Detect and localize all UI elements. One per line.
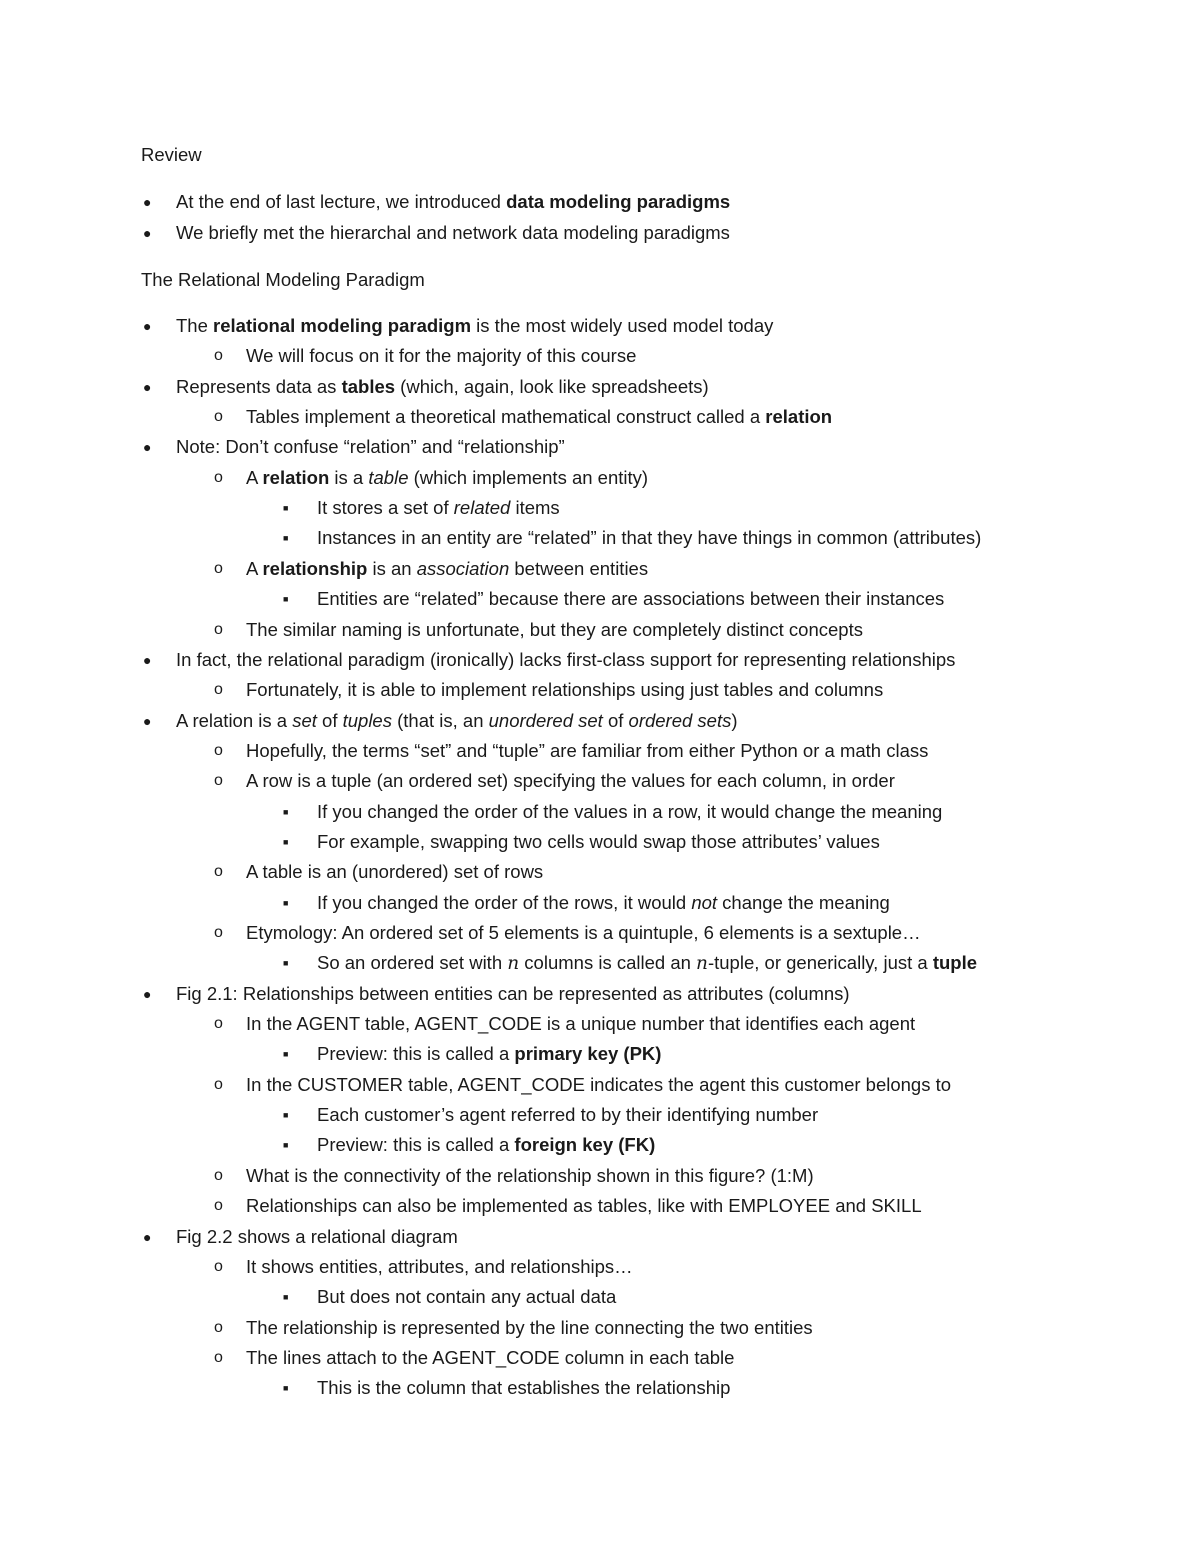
text-segment: (that is, an [391, 709, 489, 731]
text-segment: Etymology: An ordered set of 5 elements is a quintuple, 6 elements is a sextuple… [246, 922, 921, 943]
italic-term: unordered set [488, 709, 603, 731]
text-segment: Each customer’s agent referred to by their identifying number [317, 1104, 819, 1126]
text-segment: In the CUSTOMER table, AGENT_CODE indicates the agent this customer belongs to [246, 1073, 952, 1095]
bullet-marker-icon: o [214, 1348, 223, 1366]
text-segment: It shows entities, attributes, and relationships… [246, 1255, 633, 1277]
bullet-marker-icon: o [214, 863, 223, 881]
bullet-marker-icon: ■ [283, 897, 289, 908]
text-segment: (which, again, look like spreadsheets) [395, 375, 709, 397]
bullet-marker-icon: ● [143, 712, 152, 729]
list-item-level-2 [246, 1073, 951, 1097]
list-item-level-3 [317, 1285, 616, 1309]
list-item-level-2 [246, 921, 921, 945]
review-heading: Review [141, 144, 202, 165]
text-segment: The [176, 315, 214, 336]
list-item-level-3 [317, 830, 880, 854]
bullet-marker-icon: o [214, 1015, 223, 1033]
list-item-level-2 [246, 860, 543, 884]
text-segment: The relationship is represented by the line connecting the two entities [246, 1316, 813, 1338]
text-segment: of [602, 709, 629, 731]
text-segment: items [510, 497, 560, 519]
list-item-level-1 [176, 314, 773, 338]
text-segment: (which implements an entity) [408, 466, 649, 488]
bullet-marker-icon: o [214, 1318, 223, 1336]
list-item-level-3 [317, 1103, 818, 1127]
text-segment: between entities [509, 557, 649, 579]
math-variable: n [696, 953, 708, 975]
text-segment: If you changed the order of the values in a row, it would change the meaning [317, 800, 943, 822]
text-segment: Fig 2.2 shows a relational diagram [176, 1225, 458, 1247]
list-item-level-3 [317, 587, 944, 611]
text-segment: Fortunately, it is able to implement relationships using just tables and columns [246, 679, 884, 701]
relational-heading: The Relational Modeling Paradigm [141, 269, 425, 290]
list-item-level-2 [246, 344, 636, 368]
bullet-marker-icon: ● [143, 1228, 152, 1245]
text-segment: If you changed the order of the rows, it would [317, 891, 692, 913]
list-item-level-2 [246, 739, 928, 763]
bold-term: data modeling paradigms [506, 191, 731, 212]
bullet-marker-icon: ■ [283, 1049, 289, 1060]
bullet-marker-icon: ■ [283, 958, 289, 969]
list-item-level-1 [176, 982, 850, 1006]
text-segment: -tuple, or generically, just a [707, 952, 933, 974]
text-segment: What is the connectivity of the relationship shown in this figure? (1:M) [246, 1164, 814, 1186]
bold-term: tuple [932, 952, 978, 974]
list-item-level-2 [246, 1012, 915, 1036]
list-item-level-2 [246, 1346, 734, 1370]
list-item-level-2 [246, 1164, 814, 1188]
list-item-level-3 [317, 1376, 730, 1400]
bullet-marker-icon: ● [143, 985, 152, 1002]
text-segment: A [246, 557, 263, 579]
text-segment: We will focus on it for the majority of this course [246, 345, 637, 367]
text-segment: is a [329, 466, 369, 488]
text-segment: This is the column that establishes the relationship [317, 1377, 731, 1399]
list-item-level-1 [176, 375, 709, 399]
text-segment: Note: Don’t confuse “relation” and “relationship” [176, 436, 565, 458]
list-item-level-2 [246, 557, 648, 581]
list-item-level-3 [317, 1042, 661, 1066]
italic-term: table [368, 466, 409, 488]
italic-term: not [691, 891, 718, 913]
text-segment: So an ordered set with [317, 952, 508, 974]
bullet-marker-icon: o [214, 347, 223, 365]
text-segment: At the end of last lecture, we introduced [176, 191, 507, 212]
text-segment: change the meaning [717, 891, 890, 913]
bullet-marker-icon: o [214, 1075, 223, 1093]
bold-term: relationship [262, 557, 368, 579]
text-segment: A relation is a [176, 709, 293, 731]
list-item-level-2 [246, 769, 895, 793]
bold-term: relation [765, 406, 833, 428]
text-segment: columns is called an [519, 952, 697, 974]
list-item-level-3 [317, 891, 890, 915]
bullet-marker-icon: ● [143, 318, 152, 334]
text-segment: Preview: this is called a [317, 1043, 515, 1065]
list-item-level-3 [317, 951, 977, 976]
text-segment: Preview: this is called a [317, 1134, 515, 1156]
italic-term: ordered sets [628, 709, 732, 731]
text-segment: Instances in an entity are “related” in that they have things in common (attributes) [317, 527, 982, 549]
list-item-level-1 [176, 648, 955, 672]
text-segment: We briefly met the hierarchal and network data modeling paradigms [176, 222, 730, 243]
text-segment: Entities are “related” because there are associations between their instances [317, 588, 945, 610]
italic-term: related [453, 497, 511, 519]
bullet-marker-icon: ● [143, 194, 152, 210]
bullet-marker-icon: ■ [283, 503, 289, 514]
list-item-level-1 [176, 709, 738, 733]
bullet-marker-icon: ● [143, 439, 152, 456]
bullet-marker-icon: ■ [283, 533, 289, 544]
bold-term: tables [341, 375, 396, 397]
bullet-marker-icon: ■ [283, 1383, 289, 1394]
list-item-level-1 [176, 1225, 458, 1249]
bullet-marker-icon: ■ [283, 1292, 289, 1303]
bullet-marker-icon: ■ [283, 1110, 289, 1121]
text-segment: A row is a tuple (an ordered set) specifying the values for each column, in order [246, 770, 895, 792]
list-item-level-3 [317, 526, 981, 550]
bullet-marker-icon: o [214, 924, 223, 941]
bullet-marker-icon: ■ [283, 1140, 289, 1151]
text-segment: The lines attach to the AGENT_CODE column in each table [246, 1346, 735, 1368]
text-segment: In the AGENT table, AGENT_CODE is a unique number that identifies each agent [246, 1013, 916, 1035]
list-item-level-2 [246, 678, 883, 702]
text-segment: But does not contain any actual data [317, 1286, 617, 1308]
text-segment: ) [731, 709, 738, 731]
list-item-level-2 [246, 405, 832, 429]
bullet-marker-icon: ■ [283, 806, 289, 817]
bold-term: primary key (PK) [514, 1043, 662, 1065]
bullet-marker-icon: o [214, 772, 223, 790]
list-item-level-2 [246, 1255, 633, 1279]
text-segment: In fact, the relational paradigm (ironically) lacks first-class support for representing relationships [176, 648, 956, 670]
text-segment: of [316, 709, 343, 731]
text-segment: Relationships can also be implemented as tables, like with EMPLOYEE and SKILL [246, 1195, 922, 1217]
list-item-level-2 [246, 466, 648, 490]
text-segment: is an [367, 557, 417, 579]
list-item-level-2 [246, 618, 863, 642]
bold-term: foreign key (FK) [514, 1134, 656, 1156]
text-segment: A table is an (unordered) set of rows [246, 861, 544, 883]
bullet-marker-icon: o [214, 681, 223, 699]
bold-term: relational modeling paradigm [213, 315, 472, 336]
list-item-level-3 [317, 1133, 655, 1157]
text-segment: It stores a set of [317, 497, 454, 519]
bullet-marker-icon: o [214, 1197, 223, 1215]
italic-term: tuples [342, 709, 392, 731]
list-item-level-3 [317, 496, 560, 520]
bullet-marker-icon: ■ [283, 594, 289, 605]
bullet-marker-icon: o [214, 408, 223, 426]
bold-term: relation [262, 466, 330, 488]
list-item-level-2 [246, 1316, 813, 1340]
bullet-marker-icon: o [214, 620, 223, 638]
bullet-marker-icon: ● [143, 378, 152, 395]
bullet-marker-icon: ● [143, 225, 152, 241]
text-segment: Tables implement a theoretical mathematical construct called a [246, 406, 766, 428]
text-segment: Hopefully, the terms “set” and “tuple” are familiar from either Python or a math class [246, 739, 929, 761]
text-segment: A [246, 466, 263, 488]
text-segment: For example, swapping two cells would swap those attributes’ values [317, 830, 880, 852]
list-item-level-1 [176, 221, 730, 245]
bullet-marker-icon: ■ [283, 836, 289, 847]
text-segment: is the most widely used model today [471, 315, 774, 336]
list-item-level-1 [176, 190, 730, 214]
text-segment: Fig 2.1: Relationships between entities can be represented as attributes (columns) [176, 982, 850, 1004]
bullet-marker-icon: o [214, 559, 223, 577]
bullet-marker-icon: o [214, 1166, 223, 1184]
italic-term: set [292, 709, 317, 731]
bullet-marker-icon: o [214, 468, 223, 486]
text-segment: The similar naming is unfortunate, but they are completely distinct concepts [246, 618, 863, 640]
italic-term: association [416, 557, 510, 579]
bullet-marker-icon: o [214, 1257, 223, 1275]
text-segment: Represents data as [176, 375, 342, 397]
bullet-marker-icon: o [214, 741, 223, 759]
list-item-level-2 [246, 1194, 922, 1218]
list-item-level-3 [317, 800, 942, 824]
list-item-level-1 [176, 435, 565, 459]
math-variable: n [507, 953, 520, 975]
bullet-marker-icon: ● [143, 651, 152, 668]
